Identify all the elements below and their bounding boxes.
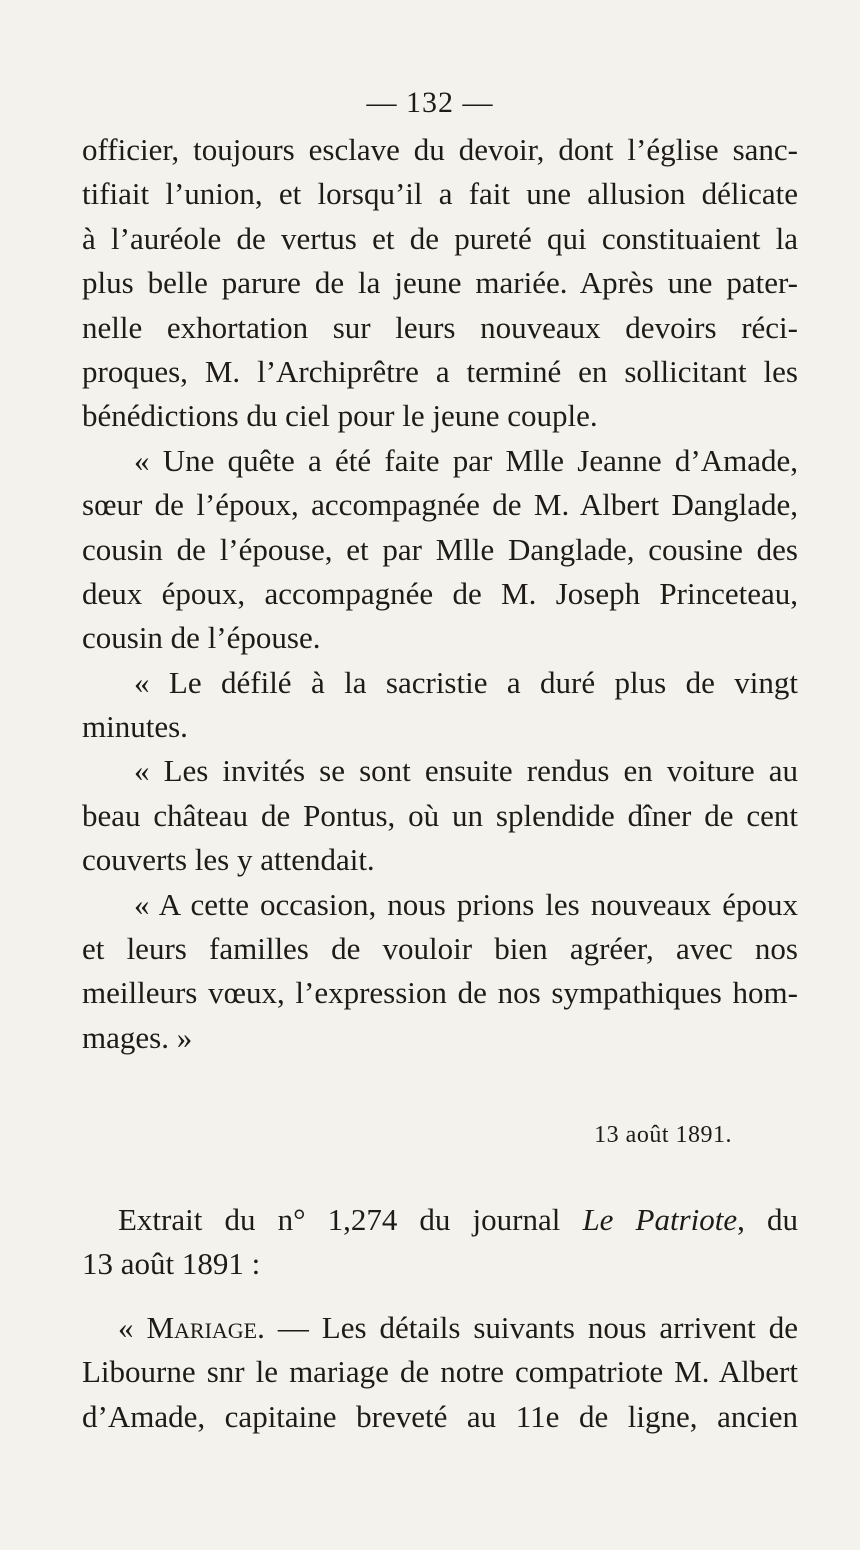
extract-heading bbox=[82, 1198, 798, 1287]
text-line: minutes. bbox=[82, 709, 188, 745]
text-line: « Les invités se sont ensuite rendus en voiture au bbox=[134, 753, 798, 789]
text-line: tifiait l’union, et lorsqu’il a fait une allusion délicate bbox=[82, 176, 798, 212]
text-line: « Le défilé à la sacristie a duré plus de vingt bbox=[134, 664, 798, 700]
text-line: 13 août 1891 : bbox=[82, 1246, 261, 1282]
text-line: « Une quête a été faite par Mlle Jeanne d’Amade, bbox=[134, 442, 798, 478]
article-continuation bbox=[82, 128, 798, 1060]
mariage-article bbox=[82, 1306, 798, 1439]
text-line: couverts les y attendait. bbox=[82, 842, 375, 878]
text-line: cousin de l’épouse, et par Mlle Danglade, cousine des bbox=[82, 531, 798, 567]
text-line: « A cette occasion, nous prions les nouveaux époux bbox=[134, 886, 798, 922]
text-line: d’Amade, capitaine breveté au 11e de ligne, ancien bbox=[82, 1398, 798, 1434]
page-number: — 132 — bbox=[366, 86, 494, 119]
text-line: nelle exhortation sur leurs nouveaux devoirs réci- bbox=[82, 309, 798, 345]
text-line: sœur de l’époux, accompagnée de M. Albert Danglade, bbox=[82, 487, 798, 523]
text-line: bénédictions du ciel pour le jeune couple. bbox=[82, 398, 598, 434]
section-title: Mariage. bbox=[146, 1310, 265, 1345]
article-lead: — Les détails suivants nous arrivent de bbox=[264, 1310, 798, 1345]
text-line: et leurs familles de vouloir bien agréer, avec nos bbox=[82, 931, 798, 967]
extract-prefix: Extrait du n° 1,274 du journal bbox=[118, 1202, 583, 1237]
dateline: 13 août 1891. bbox=[594, 1122, 732, 1148]
text-line: cousin de l’épouse. bbox=[82, 620, 321, 656]
text-line bbox=[82, 1198, 798, 1242]
text-line: plus belle parure de la jeune mariée. Après une pater- bbox=[82, 265, 798, 301]
text-line: officier, toujours esclave du devoir, dont l’église sanc- bbox=[82, 132, 798, 167]
text-line: beau château de Pontus, où un splendide dîner de cent bbox=[82, 797, 798, 833]
text-line bbox=[82, 1306, 798, 1350]
text-line: deux époux, accompagnée de M. Joseph Princeteau, bbox=[82, 575, 798, 611]
extract-suffix: , du bbox=[737, 1202, 798, 1237]
text-line: à l’auréole de vertus et de pureté qui constituaient la bbox=[82, 220, 798, 256]
quote-open: « bbox=[118, 1310, 147, 1345]
journal-title: Le Patriote bbox=[582, 1202, 738, 1237]
text-line: Libourne snr le mariage de notre compatriote M. Albert bbox=[82, 1354, 798, 1390]
text-line: mages. » bbox=[82, 1019, 193, 1055]
text-line: proques, M. l’Archiprêtre a terminé en sollicitant les bbox=[82, 353, 798, 389]
text-line: meilleurs vœux, l’expression de nos sympathiques hom- bbox=[82, 975, 798, 1011]
